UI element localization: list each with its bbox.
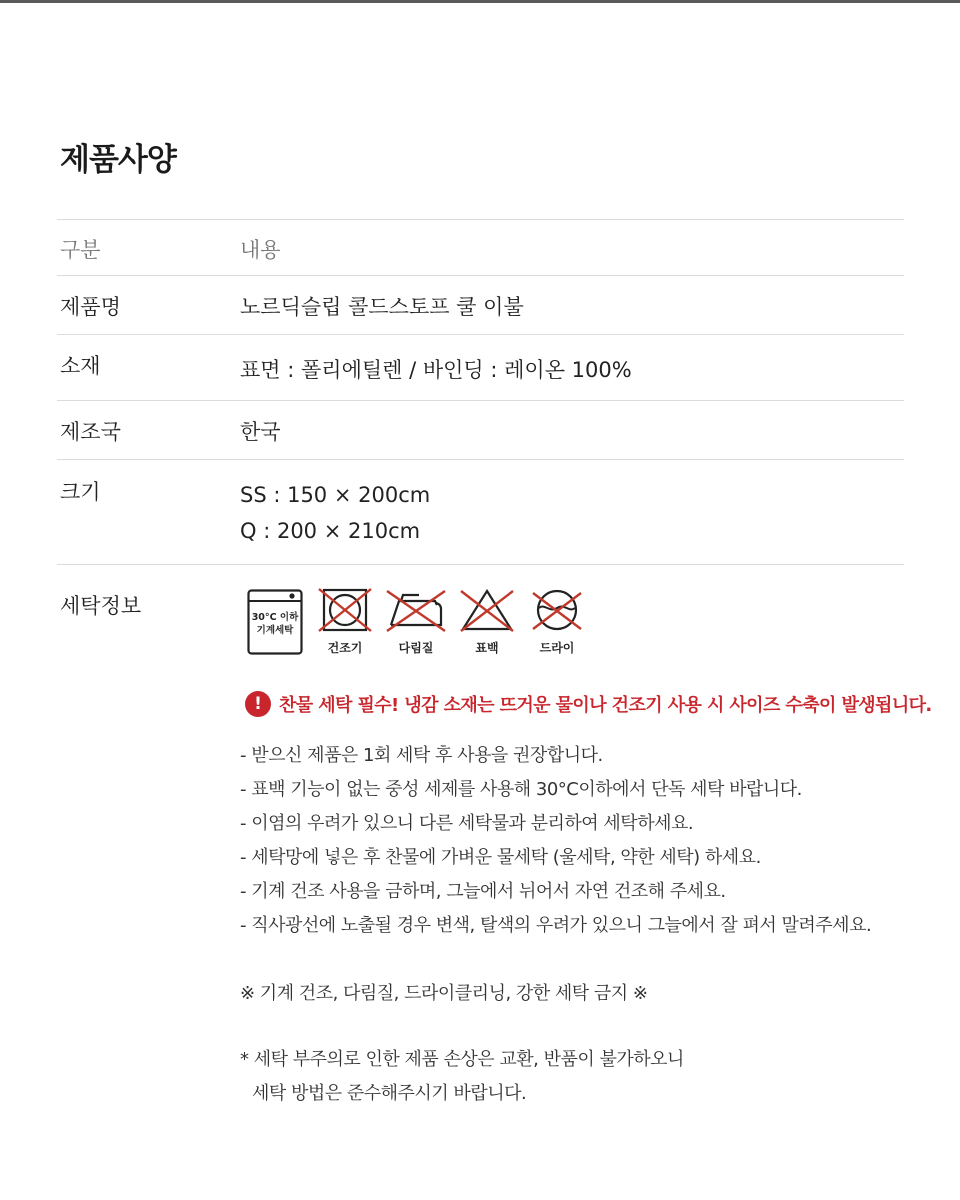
dryer-caption: 건조기 bbox=[327, 641, 363, 655]
header-label: 구분 bbox=[60, 238, 101, 262]
row-label: 제품명 bbox=[60, 295, 121, 319]
row-label: 크기 bbox=[60, 480, 101, 504]
table-header-row bbox=[57, 219, 904, 275]
warning-text: 찬물 세탁 필수! 냉감 소재는 뜨거운 물이나 건조기 사용 시 사이즈 수축이 발생됩니다. bbox=[279, 695, 932, 716]
table-row-size bbox=[57, 459, 904, 564]
row-value: 한국 bbox=[240, 420, 281, 444]
spec-table bbox=[57, 219, 932, 1125]
list-item: - 이염의 우려가 있으니 다른 세탁물과 분리하여 세탁하세요. bbox=[240, 813, 694, 834]
prohibition-note: ※ 기계 건조, 다림질, 드라이클리닝, 강한 세탁 금지 ※ bbox=[240, 983, 648, 1004]
list-item: - 세탁망에 넣은 후 찬물에 가벼운 물세탁 (울세탁, 약한 세탁) 하세요. bbox=[240, 847, 761, 868]
wash-notes bbox=[240, 739, 871, 943]
no-dry-clean-item bbox=[529, 587, 585, 656]
top-border bbox=[0, 0, 960, 3]
caution-line-2: 세탁 방법은 준수해주시기 바랍니다. bbox=[252, 1083, 527, 1104]
bleach-caption: 표백 bbox=[475, 641, 499, 655]
machine-wash-temp: 30°C 이하 bbox=[251, 612, 299, 623]
table-row-product-name bbox=[57, 275, 904, 334]
row-label: 제조국 bbox=[60, 420, 121, 444]
header-value: 내용 bbox=[240, 238, 281, 262]
no-tumble-dry-icon bbox=[317, 587, 373, 633]
caution-note bbox=[240, 1043, 684, 1111]
caution-line-1: * 세탁 부주의로 인한 제품 손상은 교환, 반품이 불가하오니 bbox=[240, 1049, 684, 1070]
no-iron-icon bbox=[385, 587, 447, 633]
table-row-material bbox=[57, 334, 904, 400]
wash-warning bbox=[245, 691, 932, 717]
list-item: - 기계 건조 사용을 금하며, 그늘에서 뉘어서 자연 건조해 주세요. bbox=[240, 881, 726, 902]
iron-caption: 다림질 bbox=[398, 641, 434, 655]
machine-wash-icon bbox=[247, 589, 303, 659]
row-label: 소재 bbox=[60, 354, 101, 378]
row-value: 표면 : 폴리에틸렌 / 바인딩 : 레이온 100% bbox=[240, 358, 632, 382]
page-title: 제품사양 bbox=[60, 142, 176, 178]
row-value: 노르딕슬립 콜드스토프 쿨 이불 bbox=[240, 295, 524, 319]
list-item: - 받으신 제품은 1회 세탁 후 사용을 권장합니다. bbox=[240, 745, 603, 766]
size-line-ss: SS : 150 × 200cm bbox=[240, 483, 431, 507]
no-dry-clean-icon bbox=[529, 587, 585, 633]
list-item: - 직사광선에 노출될 경우 변색, 탈색의 우려가 있으니 그늘에서 잘 펴서 말려주세요. bbox=[240, 915, 872, 936]
no-iron-item bbox=[385, 587, 447, 656]
table-row-country bbox=[57, 400, 904, 459]
dry-clean-caption: 드라이 bbox=[539, 641, 575, 655]
list-item: - 표백 기능이 없는 중성 세제를 사용해 30°C이하에서 단독 세탁 바랍니다. bbox=[240, 779, 802, 800]
machine-wash-label: 기계세탁 bbox=[256, 625, 294, 636]
no-tumble-dry-item bbox=[317, 587, 373, 656]
table-row-wash-info bbox=[57, 564, 932, 1125]
no-bleach-icon bbox=[459, 587, 515, 633]
row-label: 세탁정보 bbox=[60, 594, 142, 618]
size-line-q: Q : 200 × 210cm bbox=[240, 519, 421, 543]
no-bleach-item bbox=[459, 587, 515, 656]
size-values bbox=[240, 477, 430, 549]
exclamation-icon: ! bbox=[245, 691, 271, 717]
